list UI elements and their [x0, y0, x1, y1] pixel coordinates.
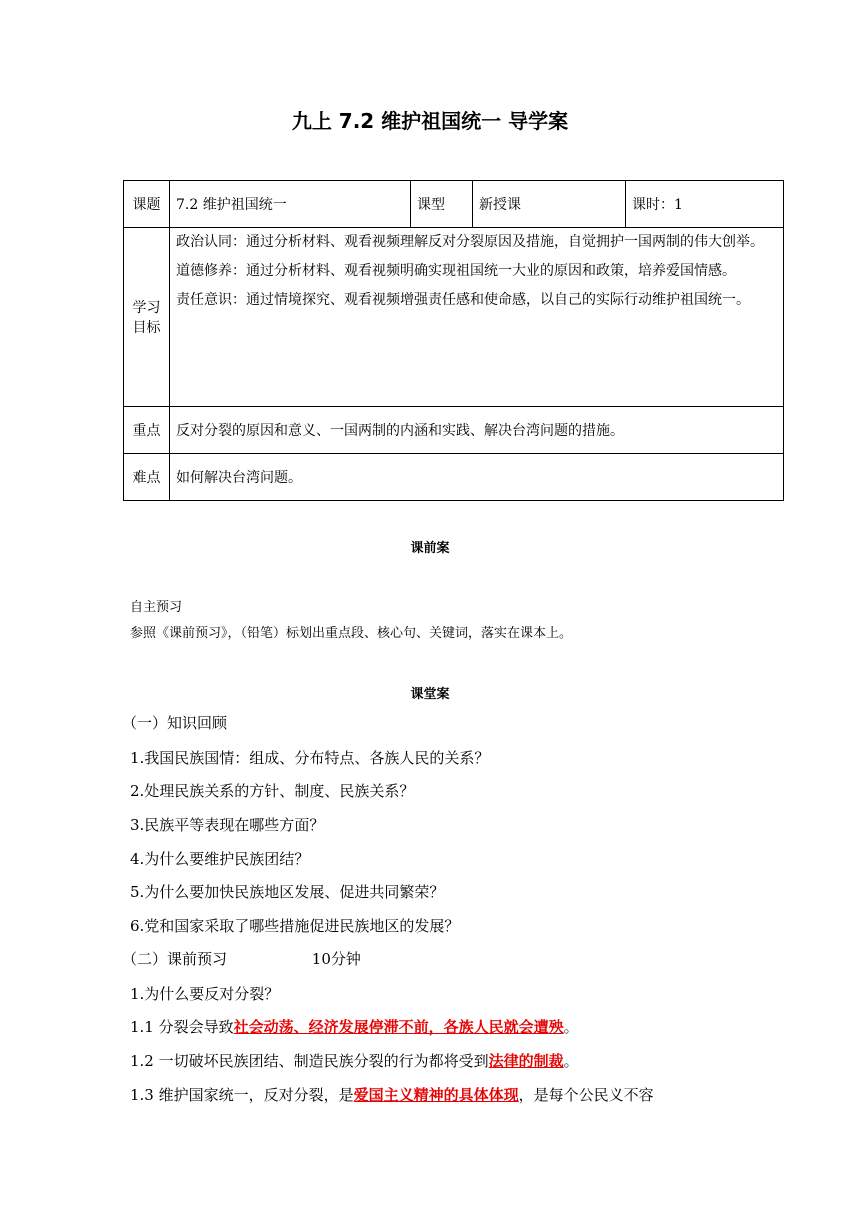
label-key: 重点	[124, 407, 170, 454]
goal-political: 政治认同：通过分析材料、观看视频理解反对分裂原因及措施，自觉拥护一国两制的伟大创举。	[176, 234, 764, 250]
question-4: 4.为什么要维护民族团结？	[130, 850, 310, 868]
answer-1-1-highlight: 社会动荡、经济发展停滞不前，各族人民就会遭殃	[233, 1018, 564, 1036]
question-3: 3.民族平等表现在哪些方面？	[130, 816, 325, 834]
part2-time: 10分钟	[311, 950, 361, 968]
answer-1-1-pre: 1.1 分裂会导致	[130, 1018, 234, 1036]
table-row-hard	[124, 454, 784, 501]
document-title: 九上 7.2 维护祖国统一 导学案	[291, 109, 569, 133]
label-type: 课型	[411, 181, 473, 228]
table-row-topic	[124, 181, 784, 228]
goals-cell	[170, 228, 784, 407]
answer-1-2-highlight: 法律的制裁	[488, 1052, 564, 1070]
preclass-heading: 课前案	[410, 541, 450, 556]
key-value: 反对分裂的原因和意义、一国两制的内涵和实践、解决台湾问题的措施。	[170, 407, 784, 454]
table-row-goals	[124, 228, 784, 407]
goal-responsibility: 责任意识：通过情境探究、观看视频增强责任感和使命感，以自己的实际行动维护祖国统一。	[176, 292, 750, 308]
answer-1-2	[130, 1050, 579, 1071]
answer-1-3	[130, 1084, 654, 1105]
answer-1-3-highlight: 爱国主义精神的具体体现	[353, 1086, 519, 1104]
answer-1-2-pre: 1.2 一切破坏民族团结、制造民族分裂的行为都将受到	[130, 1052, 489, 1070]
hard-value: 如何解决台湾问题。	[170, 454, 784, 501]
part1-title: （一）知识回顾	[122, 714, 228, 732]
part2-title	[122, 948, 361, 969]
course-info-table	[123, 180, 784, 501]
answer-1-1	[130, 1016, 579, 1037]
answer-1-1-post: 。	[563, 1018, 579, 1036]
question-5: 5.为什么要加快民族地区发展、促进共同繁荣？	[130, 883, 445, 901]
label-hard: 难点	[124, 454, 170, 501]
preclass-sub: 自主预习	[130, 600, 183, 615]
part2-title-text: （二）课前预习	[122, 950, 228, 968]
preclass-instruction: 参照《课前预习》，（铅笔）标划出重点段、核心句、关键词，落实在课本上。	[130, 626, 573, 641]
topic-value: 7.2 维护祖国统一	[170, 181, 411, 228]
goal-moral: 道德修养：通过分析材料、观看视频明确实现祖国统一大业的原因和政策，培养爱国情感。	[176, 263, 736, 279]
label-goals: 学习目标	[124, 228, 170, 407]
label-topic: 课题	[124, 181, 170, 228]
answer-1-3-post: ，是每个公民义不容	[518, 1086, 654, 1104]
answer-1-3-pre: 1.3 维护国家统一，反对分裂，是	[130, 1086, 354, 1104]
hours-value: 课时：1	[626, 181, 784, 228]
answer-1-2-post: 。	[563, 1052, 579, 1070]
inclass-heading: 课堂案	[410, 687, 450, 702]
question-1: 1.我国民族国情：组成、分布特点、各族人民的关系？	[130, 749, 490, 767]
prep-question-1: 1.为什么要反对分裂？	[130, 985, 280, 1003]
question-6: 6.党和国家采取了哪些措施促进民族地区的发展？	[130, 917, 460, 935]
table-row-key	[124, 407, 784, 454]
type-value: 新授课	[473, 181, 626, 228]
question-2: 2.处理民族关系的方针、制度、民族关系？	[130, 782, 415, 800]
